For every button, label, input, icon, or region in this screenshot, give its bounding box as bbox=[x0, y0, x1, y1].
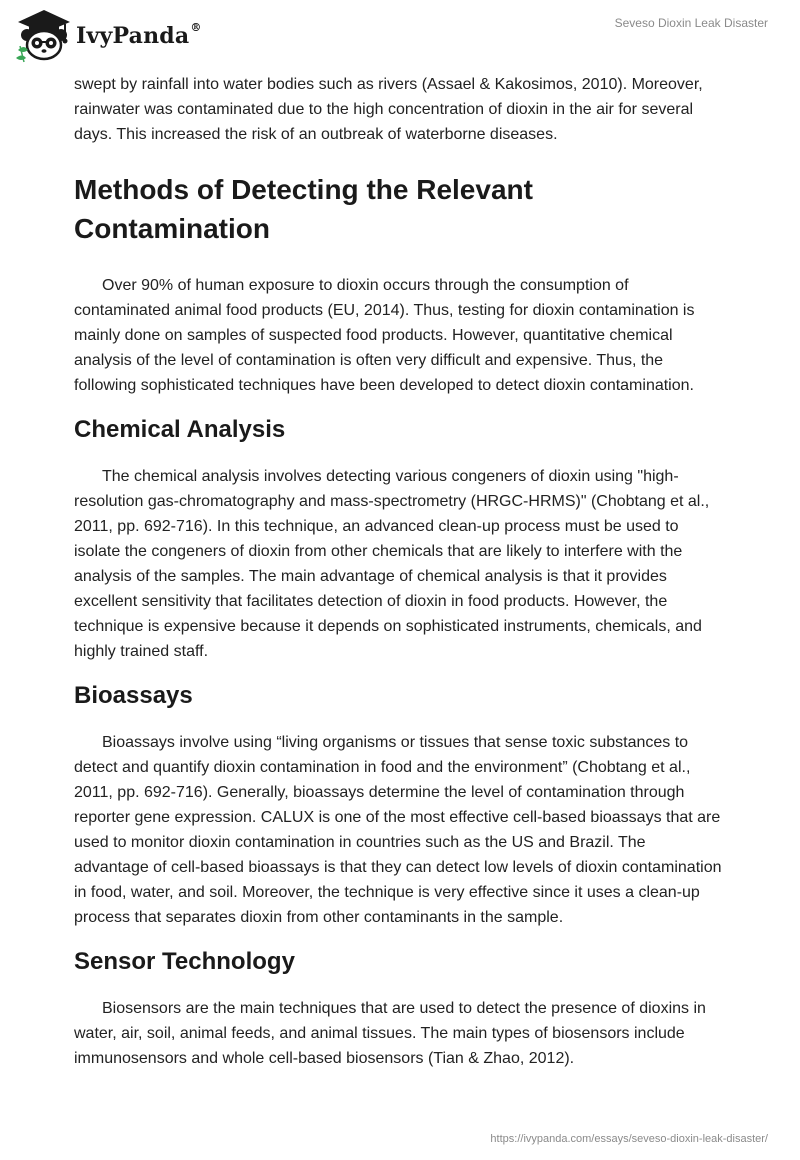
panda-graduate-icon bbox=[14, 6, 74, 64]
brand-name: IvyPanda® bbox=[76, 21, 202, 49]
document-title: Seveso Dioxin Leak Disaster bbox=[614, 16, 768, 30]
registered-mark: ® bbox=[190, 21, 202, 34]
intro-paragraph: swept by rainfall into water bodies such as rivers (Assael & Kakosimos, 2010). Moreover, rainwater was contaminated due to the high concentration of dioxin in the air for several days. This increased the risk of an outbreak of waterborne diseases. bbox=[74, 76, 703, 143]
methods-paragraph: Over 90% of human exposure to dioxin occurs through the consumption of contaminated animal food products (EU, 2014). Thus, testing for dioxin contamination is mainly done on samples of suspected food products. However, quantitative chemical analysis of the level of contamination is often very difficult and expensive. Thus, the following sophisticated techniques have been developed to detect dioxin contamination. bbox=[74, 277, 695, 394]
sensor-technology-paragraph: Biosensors are the main techniques that are used to detect the presence of dioxins in water, air, soil, animal feeds, and animal tissues. The main types of biosensors include immunosensors and whole cell-based biosensors (Tian & Zhao, 2012). bbox=[74, 1000, 706, 1067]
subsection-heading-bioassays: Bioassays bbox=[74, 682, 193, 709]
source-url-link[interactable]: https://ivypanda.com/essays/seveso-dioxin-leak-disaster/ bbox=[490, 1133, 768, 1145]
subsection-heading-sensor-technology: Sensor Technology bbox=[74, 948, 295, 975]
chemical-analysis-paragraph: The chemical analysis involves detecting various congeners of dioxin using "high-resolution gas-chromatography and mass-spectrometry (HRGC-HRMS)" (Chobtang et al., 2011, pp. 692-716). In this technique, an advanced clean-up process must be used to isolate the congeners of dioxin from other chemicals that are likely to interfere with the analysis of the samples. The main advantage of chemical analysis is that it provides excellent sensitivity that facilitates detection of dioxin in food products. However, the technique is expensive because it depends on sophisticated instruments, chemicals, and highly trained staff. bbox=[74, 468, 710, 660]
article-body bbox=[74, 72, 724, 1071]
subsection-heading-chemical-analysis: Chemical Analysis bbox=[74, 416, 286, 443]
section-heading-methods: Methods of Detecting the Relevant Contamination bbox=[74, 174, 533, 244]
brand-logo[interactable] bbox=[14, 6, 202, 64]
page-header bbox=[0, 0, 800, 70]
bioassays-paragraph: Bioassays involve using “living organisms or tissues that sense toxic substances to detect and quantify dioxin contamination in food and the environment” (Chobtang et al., 2011, pp. 692-716). Generally, bioassays determine the level of contamination through reporter gene expression. CALUX is one of the most effective cell-based bioassays that are used to monitor dioxin contamination in countries such as the US and Brazil. The advantage of cell-based bioassays is that they can detect low levels of dioxin contamination in food, water, and soil. Moreover, the technique is very effective since it uses a clean-up process that separates dioxin from other contaminants in the sample. bbox=[74, 734, 722, 926]
